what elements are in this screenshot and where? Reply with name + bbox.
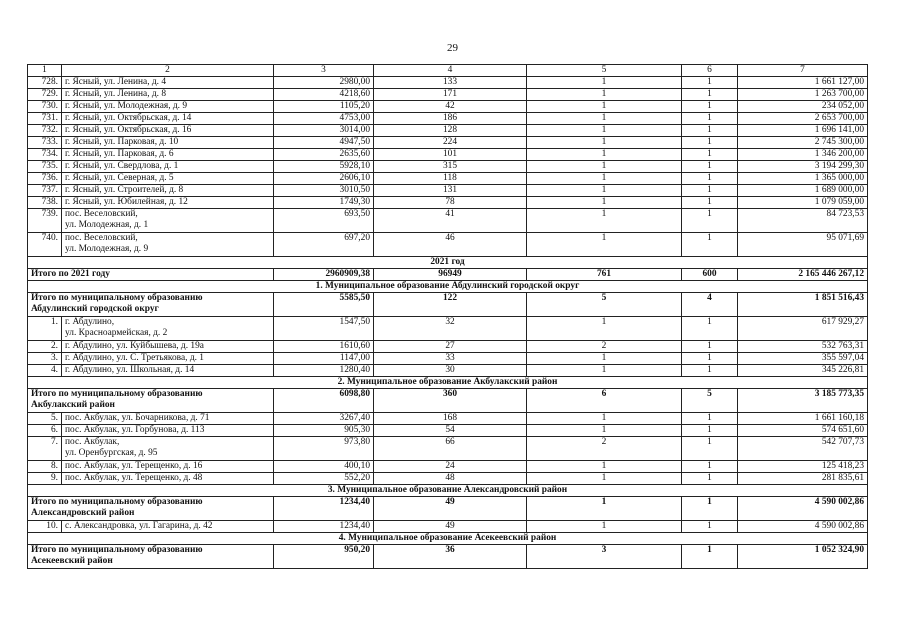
residents-cell: 33	[374, 353, 527, 365]
row-number: 6.	[28, 425, 62, 437]
residents-cell: 42	[374, 101, 527, 113]
cost-cell: 281 835,61	[738, 473, 868, 485]
count-cell: 600	[682, 269, 738, 281]
address-line: г. Ясный, ул. Юбилейная, д. 12	[65, 197, 188, 207]
table-row	[28, 353, 868, 365]
count-cell: 1	[682, 197, 738, 209]
address-cell	[62, 425, 274, 437]
address-cell	[62, 185, 274, 197]
cost-cell: 1 851 516,43	[738, 293, 868, 317]
year-heading: 2021 год	[28, 257, 868, 269]
count-cell: 1	[682, 185, 738, 197]
subtotal-label-line: Александровский район	[31, 508, 135, 518]
address-cell	[62, 209, 274, 233]
section-heading-row	[28, 485, 868, 497]
address-line: ул. Красноармейская, д. 2	[65, 328, 168, 338]
row-number: 1.	[28, 317, 62, 341]
address-line: г. Ясный, ул. Парковая, д. 10	[65, 137, 179, 147]
table-row	[28, 521, 868, 533]
count-cell: 1	[682, 209, 738, 233]
page-number: 29	[447, 42, 458, 54]
count-cell: 1	[682, 233, 738, 257]
count-cell: 3	[527, 545, 682, 569]
header-cell: 1	[28, 65, 62, 77]
section-heading-row	[28, 281, 868, 293]
cost-cell: 617 929,27	[738, 317, 868, 341]
row-number: 730.	[28, 101, 62, 113]
row-number: 731.	[28, 113, 62, 125]
count-cell: 1	[527, 353, 682, 365]
count-cell: 1	[527, 125, 682, 137]
area-cell: 697,20	[274, 233, 374, 257]
count-cell: 1	[682, 113, 738, 125]
residents-cell: 48	[374, 473, 527, 485]
subtotal-label-line: Итого по муниципальному образованию	[31, 389, 203, 399]
count-cell: 1	[682, 161, 738, 173]
residents-cell: 122	[374, 293, 527, 317]
area-cell: 5585,50	[274, 293, 374, 317]
table-row	[28, 209, 868, 233]
address-line: г. Ясный, ул. Ленина, д. 8	[65, 89, 167, 99]
municipality-subtotal-row	[28, 497, 868, 521]
subtotal-label-line: Асекеевский район	[31, 556, 113, 566]
count-cell: 1	[527, 101, 682, 113]
residents-cell: 101	[374, 149, 527, 161]
section-heading: 2. Муниципальное образование Акбулакский район	[28, 377, 868, 389]
subtotal-label-line: Итого по муниципальному образованию	[31, 497, 203, 507]
residents-cell: 131	[374, 185, 527, 197]
address-line: г. Ясный, ул. Ленина, д. 4	[65, 77, 167, 87]
area-cell: 5928,10	[274, 161, 374, 173]
residents-cell: 36	[374, 545, 527, 569]
count-cell: 5	[527, 293, 682, 317]
count-cell: 1	[682, 473, 738, 485]
row-number: 737.	[28, 185, 62, 197]
address-cell	[62, 437, 274, 461]
count-cell: 1	[527, 149, 682, 161]
area-cell: 3267,40	[274, 413, 374, 425]
count-cell: 1	[527, 113, 682, 125]
area-cell: 1547,50	[274, 317, 374, 341]
area-cell: 400,10	[274, 461, 374, 473]
residents-cell: 49	[374, 521, 527, 533]
table-row	[28, 437, 868, 461]
count-cell: 1	[682, 341, 738, 353]
municipality-subtotal-row	[28, 545, 868, 569]
address-line: пос. Акбулак,	[65, 437, 120, 447]
table-row	[28, 113, 868, 125]
header-cell: 4	[374, 65, 527, 77]
cost-cell: 1 263 700,00	[738, 89, 868, 101]
cost-cell: 542 707,73	[738, 437, 868, 461]
table-row	[28, 317, 868, 341]
count-cell: 1	[527, 77, 682, 89]
table-row	[28, 77, 868, 89]
cost-cell: 532 763,31	[738, 341, 868, 353]
count-cell: 1	[682, 101, 738, 113]
address-cell	[62, 161, 274, 173]
count-cell: 1	[527, 497, 682, 521]
address-line: г. Ясный, ул. Парковая, д. 6	[65, 149, 174, 159]
area-cell: 1147,00	[274, 353, 374, 365]
area-cell: 552,20	[274, 473, 374, 485]
table-row	[28, 89, 868, 101]
count-cell: 1	[527, 473, 682, 485]
count-cell: 1	[682, 521, 738, 533]
table-row	[28, 137, 868, 149]
count-cell: 1	[682, 461, 738, 473]
table-row	[28, 125, 868, 137]
section-heading: 3. Муниципальное образование Александровский район	[28, 485, 868, 497]
count-cell: 2	[527, 341, 682, 353]
address-cell	[62, 197, 274, 209]
address-cell	[62, 353, 274, 365]
row-number: 8.	[28, 461, 62, 473]
area-cell: 1234,40	[274, 521, 374, 533]
address-line: г. Абдулино, ул. Куйбышева, д. 19а	[65, 341, 204, 351]
table-row	[28, 341, 868, 353]
count-cell: 1	[682, 149, 738, 161]
residents-cell: 49	[374, 497, 527, 521]
cost-cell: 1 365 000,00	[738, 173, 868, 185]
area-cell: 4947,50	[274, 137, 374, 149]
count-cell: 1	[527, 137, 682, 149]
area-cell: 2606,10	[274, 173, 374, 185]
header-cell: 2	[62, 65, 274, 77]
count-cell: 4	[682, 293, 738, 317]
count-cell: 2	[527, 437, 682, 461]
section-heading: 1. Муниципальное образование Абдулинский городской округ	[28, 281, 868, 293]
residents-cell: 186	[374, 113, 527, 125]
address-line: пос. Акбулак, ул. Терещенко, д. 16	[65, 461, 203, 471]
area-cell: 1105,20	[274, 101, 374, 113]
count-cell: 1	[527, 89, 682, 101]
section-heading-row	[28, 377, 868, 389]
residents-cell: 66	[374, 437, 527, 461]
count-cell: 1	[682, 545, 738, 569]
cost-cell: 1 346 200,00	[738, 149, 868, 161]
residents-cell: 32	[374, 317, 527, 341]
area-cell: 1280,40	[274, 365, 374, 377]
table-row	[28, 413, 868, 425]
table-body	[28, 65, 868, 569]
count-cell: 1	[682, 173, 738, 185]
area-cell: 1610,60	[274, 341, 374, 353]
address-line: г. Ясный, ул. Северная, д. 5	[65, 173, 174, 183]
area-cell: 4753,00	[274, 113, 374, 125]
address-line: г. Ясный, ул. Строителей, д. 8	[65, 185, 184, 195]
residents-cell: 224	[374, 137, 527, 149]
table-row	[28, 173, 868, 185]
residents-cell: 171	[374, 89, 527, 101]
area-cell: 950,20	[274, 545, 374, 569]
area-cell: 2960909,38	[274, 269, 374, 281]
cost-cell: 1 661 160,18	[738, 413, 868, 425]
count-cell: 1	[682, 125, 738, 137]
address-line: пос. Веселовский,	[65, 209, 138, 219]
address-cell	[62, 317, 274, 341]
address-cell	[62, 413, 274, 425]
count-cell: 761	[527, 269, 682, 281]
cost-cell: 3 185 773,35	[738, 389, 868, 413]
table-row	[28, 233, 868, 257]
row-number: 10.	[28, 521, 62, 533]
row-number: 5.	[28, 413, 62, 425]
table-row	[28, 161, 868, 173]
address-line: г. Ясный, ул. Свердлова, д. 1	[65, 161, 179, 171]
address-cell	[62, 77, 274, 89]
cost-cell: 4 590 002,86	[738, 497, 868, 521]
address-cell	[62, 341, 274, 353]
count-cell: 1	[527, 197, 682, 209]
address-line: г. Ясный, ул. Октябрьская, д. 14	[65, 113, 192, 123]
count-cell: 1	[682, 89, 738, 101]
count-cell: 1	[527, 521, 682, 533]
table-row	[28, 461, 868, 473]
area-cell: 3010,50	[274, 185, 374, 197]
row-number: 2.	[28, 341, 62, 353]
cost-cell: 1 079 059,00	[738, 197, 868, 209]
subtotal-label	[28, 545, 274, 569]
row-number: 735.	[28, 161, 62, 173]
cost-cell: 3 194 299,30	[738, 161, 868, 173]
section-heading: 4. Муниципальное образование Асекеевский район	[28, 533, 868, 545]
address-line: ул. Молодежная, д. 1	[65, 220, 149, 230]
year-total-row	[28, 269, 868, 281]
subtotal-label	[28, 389, 274, 413]
year-heading-row	[28, 257, 868, 269]
address-cell	[62, 461, 274, 473]
count-cell: 1	[527, 233, 682, 257]
count-cell: 5	[682, 389, 738, 413]
cost-cell: 2 745 300,00	[738, 137, 868, 149]
residents-cell: 27	[374, 341, 527, 353]
subtotal-label-line: Акбулакский район	[31, 400, 115, 410]
count-cell: 1	[527, 209, 682, 233]
area-cell: 905,30	[274, 425, 374, 437]
area-cell: 1749,30	[274, 197, 374, 209]
count-cell: 1	[527, 185, 682, 197]
residents-cell: 96949	[374, 269, 527, 281]
residents-cell: 24	[374, 461, 527, 473]
row-number: 3.	[28, 353, 62, 365]
address-line: с. Александровка, ул. Гагарина, д. 42	[65, 521, 213, 531]
table-row	[28, 473, 868, 485]
row-number: 9.	[28, 473, 62, 485]
address-line: г. Абдулино, ул. С. Третьякова, д. 1	[65, 353, 204, 363]
count-cell: 1	[527, 173, 682, 185]
subtotal-label-line: Итого по муниципальному образованию	[31, 545, 203, 555]
address-cell	[62, 521, 274, 533]
row-number: 734.	[28, 149, 62, 161]
cost-cell: 2 165 446 267,12	[738, 269, 868, 281]
count-cell: 1	[527, 365, 682, 377]
municipality-subtotal-row	[28, 389, 868, 413]
address-line: пос. Акбулак, ул. Терещенко, д. 48	[65, 473, 203, 483]
cost-cell: 1 661 127,00	[738, 77, 868, 89]
area-cell: 4218,60	[274, 89, 374, 101]
cost-cell: 1 052 324,90	[738, 545, 868, 569]
address-cell	[62, 233, 274, 257]
cost-cell: 125 418,23	[738, 461, 868, 473]
area-cell: 1234,40	[274, 497, 374, 521]
residents-cell: 78	[374, 197, 527, 209]
cost-cell: 95 071,69	[738, 233, 868, 257]
area-cell: 973,80	[274, 437, 374, 461]
residents-cell: 46	[374, 233, 527, 257]
row-number: 729.	[28, 89, 62, 101]
address-line: пос. Акбулак, ул. Бочарникова, д. 71	[65, 413, 210, 423]
address-cell	[62, 473, 274, 485]
address-cell	[62, 149, 274, 161]
area-cell: 3014,00	[274, 125, 374, 137]
subtotal-label	[28, 497, 274, 521]
row-number: 739.	[28, 209, 62, 233]
housing-table	[27, 64, 868, 569]
cost-cell: 2 653 700,00	[738, 113, 868, 125]
count-cell: 1	[682, 425, 738, 437]
residents-cell: 30	[374, 365, 527, 377]
address-line: г. Ясный, ул. Октябрьская, д. 16	[65, 125, 192, 135]
row-number: 4.	[28, 365, 62, 377]
residents-cell: 133	[374, 77, 527, 89]
area-cell: 6098,80	[274, 389, 374, 413]
cost-cell: 234 052,00	[738, 101, 868, 113]
row-number: 740.	[28, 233, 62, 257]
address-line: г. Абдулино, ул. Школьная, д. 14	[65, 365, 195, 375]
table-row	[28, 149, 868, 161]
subtotal-label-line: Абдулинский городской округ	[31, 304, 159, 314]
count-cell: 1	[682, 353, 738, 365]
municipality-subtotal-row	[28, 293, 868, 317]
address-cell	[62, 125, 274, 137]
count-cell: 1	[682, 365, 738, 377]
count-cell: 1	[682, 413, 738, 425]
table-row	[28, 101, 868, 113]
address-line: г. Абдулино,	[65, 317, 115, 327]
address-line: пос. Акбулак, ул. Горбунова, д. 113	[65, 425, 205, 435]
count-cell: 6	[527, 389, 682, 413]
total-label: Итого по 2021 году	[28, 269, 274, 281]
table-row	[28, 197, 868, 209]
cost-cell: 355 597,04	[738, 353, 868, 365]
count-cell: 1	[682, 317, 738, 341]
subtotal-label-line: Итого по муниципальному образованию	[31, 293, 203, 303]
header-cell: 3	[274, 65, 374, 77]
residents-cell: 128	[374, 125, 527, 137]
subtotal-label	[28, 293, 274, 317]
table-row	[28, 365, 868, 377]
count-cell: 1	[527, 425, 682, 437]
row-number: 732.	[28, 125, 62, 137]
count-cell: 1	[527, 161, 682, 173]
count-cell: 1	[527, 413, 682, 425]
residents-cell: 54	[374, 425, 527, 437]
address-cell	[62, 137, 274, 149]
count-cell: 1	[682, 497, 738, 521]
count-cell: 1	[527, 461, 682, 473]
residents-cell: 315	[374, 161, 527, 173]
cost-cell: 84 723,53	[738, 209, 868, 233]
table-row	[28, 185, 868, 197]
address-line: ул. Оренбургская, д. 95	[65, 448, 158, 458]
area-cell: 2980,00	[274, 77, 374, 89]
area-cell: 693,50	[274, 209, 374, 233]
count-cell: 1	[682, 137, 738, 149]
count-cell: 1	[682, 77, 738, 89]
address-line: г. Ясный, ул. Молодежная, д. 9	[65, 101, 188, 111]
row-number: 728.	[28, 77, 62, 89]
row-number: 7.	[28, 437, 62, 461]
address-cell	[62, 113, 274, 125]
address-cell	[62, 365, 274, 377]
address-line: пос. Веселовский,	[65, 233, 138, 243]
residents-cell: 168	[374, 413, 527, 425]
row-number: 736.	[28, 173, 62, 185]
header-cell: 5	[527, 65, 682, 77]
residents-cell: 118	[374, 173, 527, 185]
residents-cell: 360	[374, 389, 527, 413]
row-number: 738.	[28, 197, 62, 209]
column-number-header	[28, 65, 868, 77]
row-number: 733.	[28, 137, 62, 149]
address-cell	[62, 101, 274, 113]
address-line: ул. Молодежная, д. 9	[65, 244, 149, 254]
cost-cell: 345 226,81	[738, 365, 868, 377]
count-cell: 1	[527, 317, 682, 341]
cost-cell: 4 590 002,86	[738, 521, 868, 533]
residents-cell: 41	[374, 209, 527, 233]
count-cell: 1	[682, 437, 738, 461]
cost-cell: 1 696 141,00	[738, 125, 868, 137]
header-cell: 6	[682, 65, 738, 77]
cost-cell: 574 651,60	[738, 425, 868, 437]
address-cell	[62, 89, 274, 101]
section-heading-row	[28, 533, 868, 545]
area-cell: 2635,60	[274, 149, 374, 161]
cost-cell: 1 689 000,00	[738, 185, 868, 197]
address-cell	[62, 173, 274, 185]
header-cell: 7	[738, 65, 868, 77]
table-row	[28, 425, 868, 437]
